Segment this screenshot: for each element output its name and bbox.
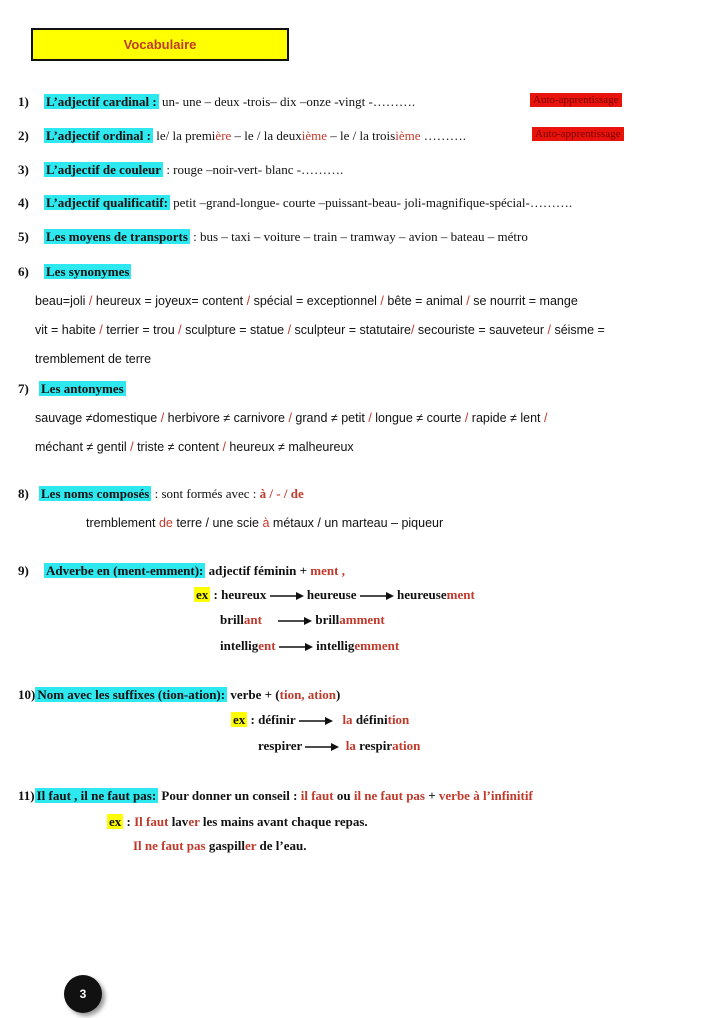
- text-segment: séisme =: [554, 323, 605, 337]
- antonyms-line-2: [35, 438, 354, 456]
- text-segment: de l’eau.: [256, 838, 307, 853]
- section-heading: Adverbe en (ment-emment):: [46, 563, 204, 578]
- section-heading: L’adjectif de couleur: [46, 162, 162, 177]
- section-heading: Les noms composés: [41, 486, 150, 501]
- text-segment: terrier = trou: [106, 323, 179, 337]
- text-segment: sauvage ≠domestique: [35, 411, 161, 425]
- text-segment: /: [160, 411, 168, 425]
- text-segment: spécial = exceptionnel: [253, 294, 381, 308]
- section-heading: L’adjectif cardinal :: [46, 94, 157, 109]
- text-segment: er: [244, 838, 257, 853]
- section-10: 10) Nom avec les suffixes (tion-ation): verbe + (tion, ation): [18, 687, 341, 702]
- text-segment: rapide ≠ lent: [471, 411, 544, 425]
- text-segment: Il ne faut pas: [133, 838, 206, 853]
- text-segment: lav: [168, 814, 189, 829]
- text-segment: /: [288, 411, 296, 425]
- section-11: 11) Il faut , il ne faut pas: Pour donner un conseil : il faut ou il ne faut pas + verbe à l’infinitif: [18, 788, 533, 803]
- section-4: 4) L’adjectif qualificatif: petit –grand-longue- courte –puissant-beau- joli-magnifique-spécial-……….: [18, 195, 573, 210]
- section-7: 7) Les antonymes: [18, 381, 124, 396]
- text-segment: /: [88, 294, 96, 308]
- text-segment: métaux / un marteau – piqueur: [269, 516, 444, 530]
- section-heading: L’adjectif qualificatif:: [46, 195, 168, 210]
- section-1: [18, 93, 415, 111]
- section-heading: Il faut , il ne faut pas:: [36, 788, 157, 803]
- text-segment: /: [178, 323, 186, 337]
- text-segment: /: [130, 440, 138, 454]
- section-9: 9) Adverbe en (ment-emment): adjectif féminin + ment ,: [18, 563, 345, 578]
- text-segment: longue ≠ courte: [375, 411, 465, 425]
- page-title: Vocabulaire: [31, 28, 289, 61]
- text-segment: /: [547, 323, 555, 337]
- adverb-example-1: ex : heureux heureuse heureusement: [196, 587, 475, 602]
- section-text: un- une – deux -trois– dix –onze -vingt -……….: [158, 94, 416, 109]
- section-8: 8) Les noms composés : sont formés avec : à / - / de: [18, 486, 304, 501]
- suffix-example-2: respirer la respiration: [258, 738, 421, 753]
- arrow-icon: [305, 742, 339, 752]
- text-segment: /: [246, 294, 254, 308]
- arrow-icon: [279, 642, 313, 652]
- text-segment: les mains avant chaque repas.: [199, 814, 368, 829]
- conseil-example-2: [133, 837, 307, 855]
- text-segment: bête = animal: [387, 294, 467, 308]
- text-segment: à: [262, 516, 270, 530]
- arrow-icon: [299, 716, 333, 726]
- text-segment: /: [380, 294, 388, 308]
- text-segment: secouriste = sauveteur: [417, 323, 548, 337]
- text-segment: /: [287, 323, 295, 337]
- synonyms-line-1: [35, 292, 578, 310]
- section-3: 3) L’adjectif de couleur : rouge –noir-vert- blanc -……….: [18, 162, 344, 177]
- text-segment: tremblement: [86, 516, 159, 530]
- example-label: ex: [196, 587, 209, 602]
- text-segment: /: [222, 440, 230, 454]
- text-segment: heureux = joyeux= content: [95, 294, 247, 308]
- text-segment: /: [464, 411, 472, 425]
- section-2: 2) L’adjectif ordinal : le/ la première – le / la deuxième – le / la troisième ……….: [18, 128, 466, 143]
- text-segment: /: [466, 294, 474, 308]
- arrow-icon: [360, 591, 394, 601]
- text-segment: Il faut: [134, 814, 169, 829]
- section-number: 1): [18, 94, 29, 109]
- compound-nouns-examples: [86, 514, 443, 532]
- section-heading: Les moyens de transports: [46, 229, 188, 244]
- text-segment: herbivore ≠ carnivore: [167, 411, 289, 425]
- text-segment: heureux ≠ malheureux: [229, 440, 354, 454]
- adverb-example-2: brillant brillamment: [220, 612, 385, 627]
- text-segment: /: [543, 411, 548, 425]
- text-segment: sculpture = statue: [185, 323, 288, 337]
- example-label: ex: [233, 712, 246, 727]
- antonyms-line-1: [35, 409, 547, 427]
- conseil-example-1: [107, 813, 368, 831]
- section-6: 6) Les synonymes: [18, 264, 130, 279]
- auto-apprentissage-badge: Auto-apprentissage: [532, 127, 624, 141]
- text-segment: se nourrit = mange: [473, 294, 578, 308]
- text-segment: vit = habite: [35, 323, 100, 337]
- text-segment: sculpteur = statutaire: [294, 323, 411, 337]
- section-heading: L’adjectif ordinal :: [46, 128, 151, 143]
- text-segment: /: [410, 323, 418, 337]
- page-number: 3: [64, 975, 102, 1013]
- text-segment: méchant ≠ gentil: [35, 440, 131, 454]
- synonyms-line-2: [35, 321, 605, 339]
- text-segment: grand ≠ petit: [295, 411, 369, 425]
- text-segment: gaspill: [205, 838, 245, 853]
- adverb-example-3: intelligent intelligemment: [220, 638, 400, 653]
- text-segment: beau=joli: [35, 294, 89, 308]
- example-label: ex: [109, 814, 122, 829]
- text-segment: de: [158, 516, 173, 530]
- text-segment: er: [188, 814, 200, 829]
- arrow-icon: [270, 591, 304, 601]
- arrow-icon: [278, 616, 312, 626]
- auto-apprentissage-badge: Auto-apprentissage: [530, 93, 622, 107]
- section-heading: Les antonymes: [41, 381, 124, 396]
- section-heading: Nom avec les suffixes (tion-ation):: [37, 687, 226, 702]
- synonyms-line-3: tremblement de terre: [35, 352, 152, 366]
- text-segment: /: [368, 411, 376, 425]
- text-segment: /: [99, 323, 107, 337]
- text-segment: triste ≠ content: [137, 440, 223, 454]
- suffix-example-1: ex : définir la définition: [233, 712, 410, 727]
- text-segment: terre / une scie: [172, 516, 263, 530]
- text-segment: :: [123, 814, 135, 829]
- section-heading: Les synonymes: [46, 264, 130, 279]
- section-5: 5) Les moyens de transports : bus – taxi – voiture – train – tramway – avion – bateau – métro: [18, 229, 528, 244]
